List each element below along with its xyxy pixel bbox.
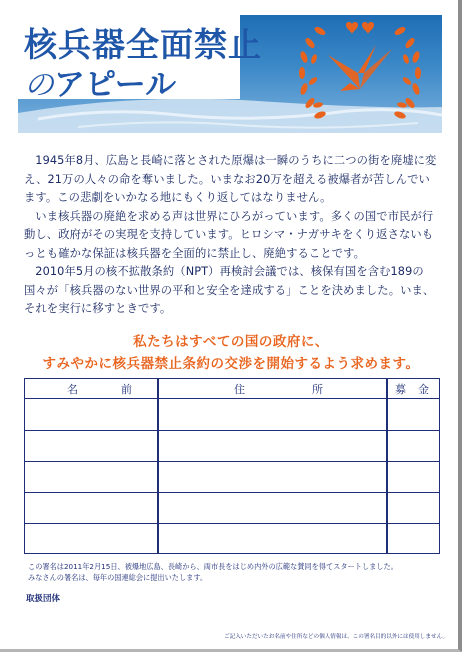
header-donation-char-2: 金 — [418, 383, 430, 396]
title-particle: の — [24, 68, 54, 103]
appeal-line-1: 私たちはすべての国の政府に、 — [133, 334, 329, 350]
header-donation-char-1: 募 — [395, 383, 407, 396]
paragraph-1: 1945年8月、広島と長崎に落とされた原爆は一瞬のうちに二つの街を廃墟に変え、21万の人々の命を奪いました。いまなお20万を超える被爆者が苦しんでいます。この悲劇をいかなる地にもくり返してはなりません。 — [24, 154, 437, 204]
body-text — [24, 152, 440, 319]
header-address-char-1: 住 — [234, 383, 246, 396]
title-line2 — [24, 59, 176, 104]
paragraph-2: いま核兵器の廃絶を求める声は世界にひろがっています。多くの国で市民が行動し、政府がその実現を支持しています。ヒロシマ・ナガサキをくり返さないもっとも確かな保証は核兵器を全面的に禁止し、廃絶することです。 — [24, 209, 434, 260]
footer-note-2: みなさんの署名は、毎年の国連総会に提出いたします。 — [28, 573, 208, 582]
signature-row[interactable] — [25, 431, 439, 462]
header-address-char-2: 所 — [312, 383, 324, 396]
title-box — [18, 15, 262, 103]
title-appeal: アピール — [54, 67, 177, 103]
laurel-right-icon — [393, 25, 421, 119]
header-name-char-1: 名 — [67, 383, 79, 396]
signature-row[interactable] — [25, 400, 439, 431]
signature-row[interactable] — [25, 524, 439, 555]
header-name-char-2: 前 — [121, 383, 133, 396]
privacy-notice: ご記入いただいたお名前や住所などの個人情報は、この署名目的以外には使用しません。 — [224, 634, 449, 640]
signature-table — [24, 378, 440, 554]
laurel-left-icon — [299, 25, 327, 119]
handler-label: 取扱団体 — [26, 594, 61, 604]
signature-row[interactable] — [25, 493, 439, 524]
signature-table-header — [25, 379, 439, 399]
footer-note-1: この署名は2011年2月15日、被爆地広島、長崎から、両市長をはじめ内外の広範な賛同を得てスタートしました。 — [28, 562, 398, 571]
peace-crane-emblem-icon — [280, 15, 440, 133]
signature-row[interactable] — [25, 462, 439, 493]
appeal-line-2: すみやかに核兵器禁止条約の交渉を開始するよう求めます。 — [42, 356, 420, 372]
header-banner — [18, 15, 442, 133]
title-line1: 核兵器全面禁止 — [24, 25, 262, 64]
paragraph-3: 2010年5月の核不拡散条約（NPT）再検討会議では、核保有国を含む189の国々が「核兵器のない世界の平和と安全を達成する」ことを決めました。いま、それを実行に移すときです。 — [24, 265, 435, 315]
